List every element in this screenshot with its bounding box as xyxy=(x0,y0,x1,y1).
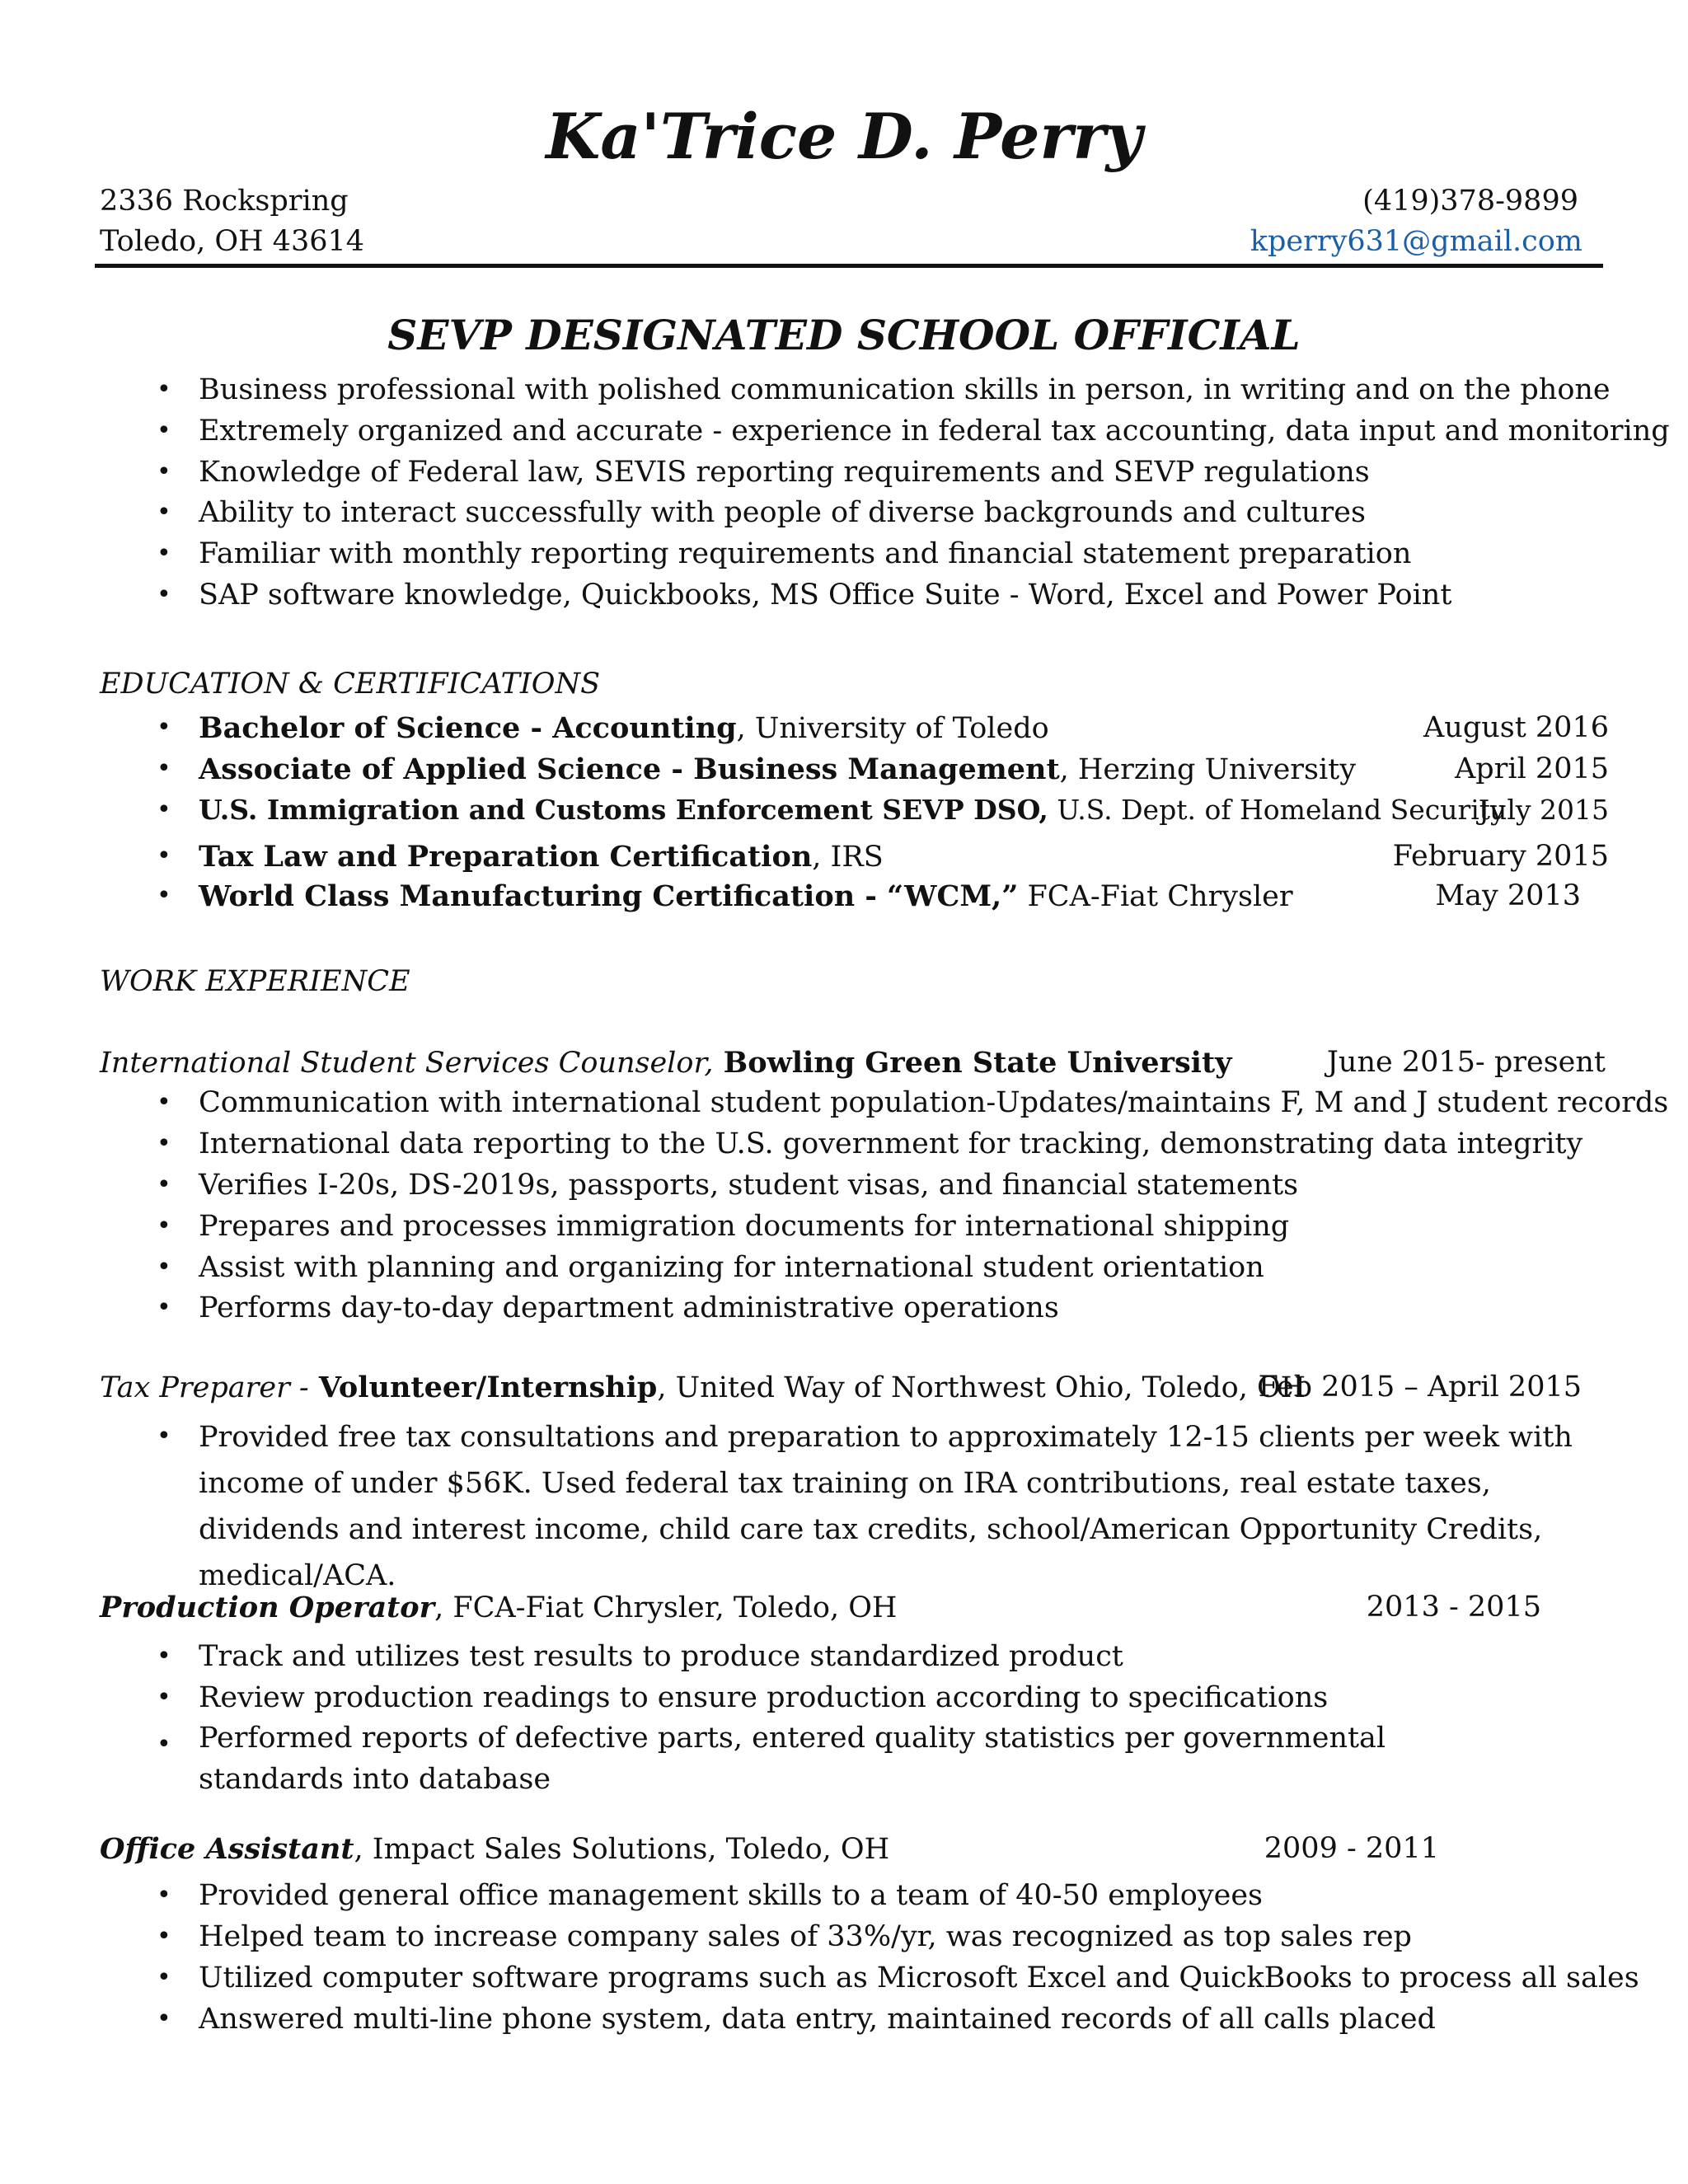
job-date: Feb 2015 – April 2015 xyxy=(1258,1371,1582,1404)
bullet-icon: • xyxy=(157,580,171,609)
job-date: June 2015- present xyxy=(1326,1046,1606,1079)
street-address: 2336 Rockspring xyxy=(100,185,349,218)
bullet-icon: • xyxy=(157,1963,171,1992)
job-description: Provided free tax consultations and preparation to approximately 12-15 clients per week with income of under $56K. Used federal tax training on IRA contributions, real estate taxes, dividends and interest income, child care tax credits, school/American Opportunity Credits, medical/ACA. xyxy=(199,1421,1573,1592)
bullet-icon: • xyxy=(157,1212,171,1240)
bullet-icon: • xyxy=(157,1642,171,1671)
header-divider xyxy=(95,264,1603,268)
bullet-icon: • xyxy=(157,539,171,568)
objective-title: SEVP DESIGNATED SCHOOL OFFICIAL xyxy=(387,311,1301,359)
job-date: 2009 - 2011 xyxy=(1264,1832,1439,1865)
job-date: 2013 - 2015 xyxy=(1366,1591,1541,1624)
bullet-icon: • xyxy=(157,1730,171,1759)
bullet-icon: • xyxy=(157,841,171,870)
education-heading: EDUCATION & CERTIFICATIONS xyxy=(100,668,601,701)
bullet-icon: • xyxy=(157,457,171,486)
bullet-icon: • xyxy=(157,2004,171,2033)
candidate-name: Ka'Trice D. Perry xyxy=(546,100,1142,173)
education-date: April 2015 xyxy=(1455,752,1609,785)
bullet-icon: • xyxy=(157,713,171,742)
bullet-icon: • xyxy=(157,1881,171,1910)
bullet-icon: • xyxy=(157,416,171,445)
bullet-icon: • xyxy=(157,375,171,404)
job-header: Office Assistant, Impact Sales Solutions, Toledo, OH 2009 - 2011 xyxy=(100,1832,1439,1866)
bullet-icon: • xyxy=(157,1253,171,1282)
education-date: February 2015 xyxy=(1392,840,1609,873)
city-state-zip: Toledo, OH 43614 xyxy=(100,225,365,258)
bullet-icon: • xyxy=(157,498,171,527)
bullet-icon: • xyxy=(157,1129,171,1158)
bullet-icon: • xyxy=(157,1088,171,1117)
work-heading: WORK EXPERIENCE xyxy=(100,965,410,998)
bullet-icon: • xyxy=(157,1683,171,1712)
bullet-icon: • xyxy=(157,795,171,824)
email-link[interactable] xyxy=(1250,227,1582,256)
phone-number: (419)378-9899 xyxy=(1362,185,1578,218)
bullet-icon: • xyxy=(157,1422,171,1451)
job-header: Production Operator, FCA-Fiat Chrysler, Toledo, OH 2013 - 2015 xyxy=(100,1591,1541,1624)
bullet-icon: • xyxy=(157,1293,171,1322)
job-header: International Student Services Counselor, Bowling Green State University June 2015- present xyxy=(100,1046,1606,1080)
education-date: August 2016 xyxy=(1423,711,1609,744)
bullet-icon: • xyxy=(157,1922,171,1951)
bullet-icon: • xyxy=(157,1170,171,1199)
job-header: Tax Preparer - Volunteer/Internship, United Way of Northwest Ohio, Toledo, OH Feb 2015 – April 2015 xyxy=(100,1371,1582,1404)
bullet-icon: • xyxy=(157,881,171,910)
email-address[interactable]: kperry631@gmail.com xyxy=(1250,225,1582,258)
education-date: May 2013 xyxy=(1435,879,1581,912)
education-date: July 2015 xyxy=(1478,794,1609,826)
bullet-icon: • xyxy=(157,754,171,783)
resume-page: Ka'Trice D. Perry 2336 Rockspring Toledo, OH 43614 (419)378-9899 kperry631@gmail.com SEVP DESIGNATED SCHOOL OFFICIAL • Business professional with polished communication skills in person, in writing and on the phone • Extremely organized and accurate - experience in federal tax accounting, data input and monitoring • Knowledge of Federal law, SEVIS reporting requirements and SEVP regulations • Ability to interact successfully with people of diverse backgrounds and cultures • Familiar with monthly reporting requirements and financial statement preparation • SAP software knowledge, Quickbooks, MS Office Suite - Word, Excel and Power Point EDUCATION & CERTIFICATIONS • Bachelor of Science - Accounting, University of Toledo August 2016 • Associate of Applied Science - Business Management, Herzing University April 2015 • U.S. Immigration and Customs Enforcement SEVP DSO, U.S. Dept. of Homeland Security July 2015 • Tax Law and Preparation Certification, IRS February 2015 • World Class Manufacturing Certification - “WCM,” FCA-Fiat Chrysler May 2013 WORK EXPERIENCE International Student Services Counselor, Bowling Green State University June 2015- present • Communication with international student population-Updates/maintains F, M and J student records • International data reporting to the U.S. government for tracking, demonstrating data integrity • Verifies I-20s, DS-2019s, passports, student visas, and financial statements • Prepares and processes immigration documents for international shipping • Assist with planning and organizing for international student orientation • Performs day-to-day department administrative operations Tax Preparer - Volunteer/Internship, United Way of Northwest Ohio, Toledo, OH Feb 2015 – April 2015 • Provided free tax consultations and preparation to approximately 12-15 clients per week with income of under $56K. Used federal tax training on IRA contributions, real estate taxes, dividends and interest income, child care tax credits, school/American Opportunity Credits, medical/ACA. Production Operator, FCA-Fiat Chrysler, Toledo, OH 2013 - 2015 • Track and utilizes test results to produce standardized product • Review production readings to ensure production according to specifications • Performed reports of defective parts, entered quality statistics per governmental standards into database Office Assistant, Impact Sales Solutions, Toledo, OH 2009 - 2011 • Provided general office management skills to a team of 40-50 employees • Helped team to increase company sales of 33%/yr, was recognized as top sales rep • Utilized computer software programs such as Microsoft Excel and QuickBooks to process all sales • Answered multi-line phone system, data entry, maintained records of all calls placed xyxy=(0,0,1688,2184)
